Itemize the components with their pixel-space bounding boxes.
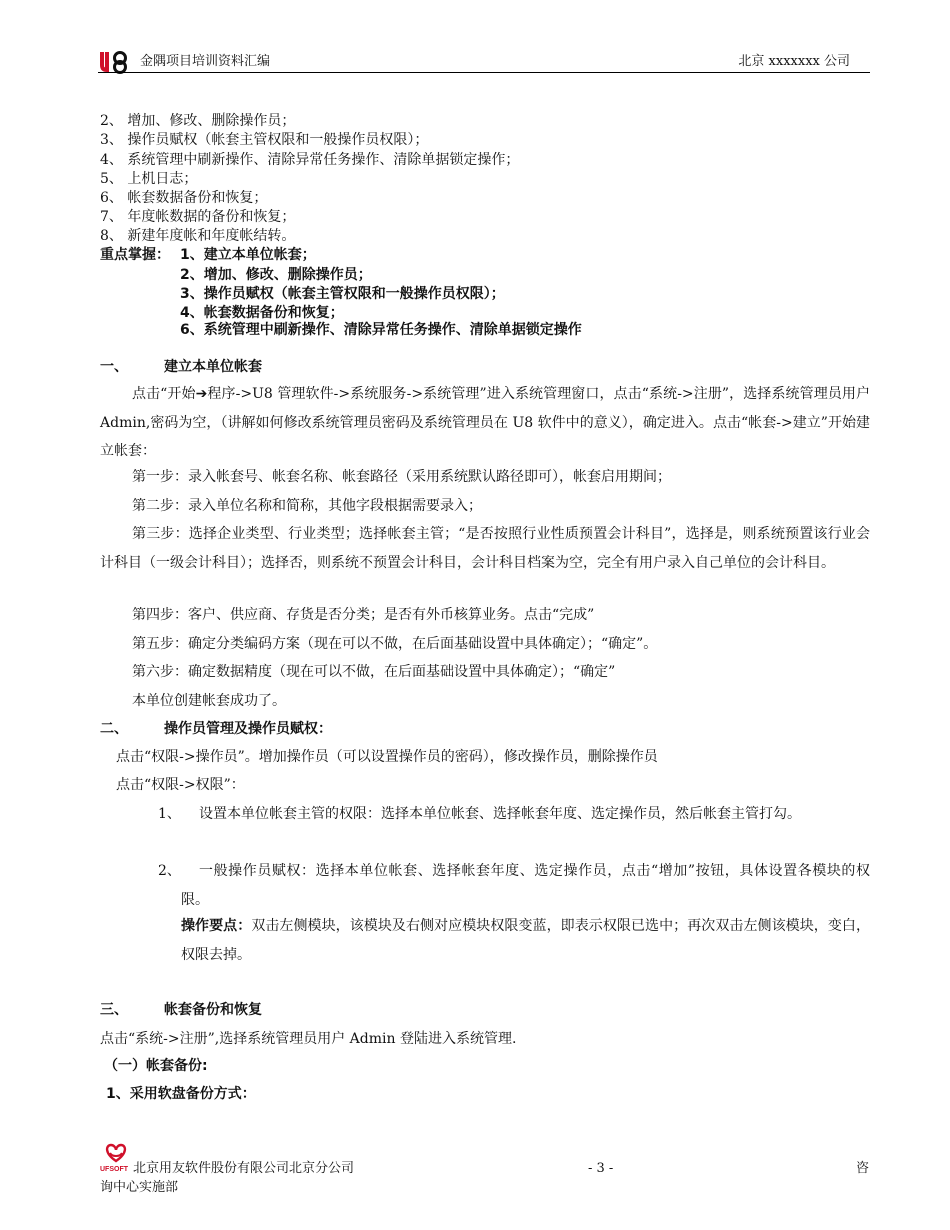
section-number: 二、 xyxy=(100,721,128,737)
body-line: 点击“权限->权限”： xyxy=(116,777,245,793)
item-text: 一般操作员赋权：选择本单位帐套、选择帐套年度、选定操作员，点击“增加”按钮，具体设置各模块的权限。 xyxy=(181,863,870,908)
step-line: 第六步：确定数据精度（现在可以不做，在后面基础设置中具体确定）；“确定” xyxy=(132,664,616,680)
header-title: 金隅项目培训资料汇编 xyxy=(140,54,271,69)
step-paragraph: 第三步：选择企业类型、行业类型；选择帐套主管；“是否按照行业性质预置会计科目”，选择是，则系统预置该行业会计科目（一级会计科目）；选择否，则系统不预置会计科目，会计科目档案为空，完全有用户录入自己单位的会计科目。 xyxy=(100,526,870,571)
list-item: 8、 新建年度帐和年度帐结转。 xyxy=(100,228,296,244)
section-number: 三、 xyxy=(100,1002,128,1018)
list-item: 2、 增加、修改、删除操作员； xyxy=(100,113,296,129)
subsection-title: 1、采用软盘备份方式： xyxy=(106,1086,256,1102)
section-title: 操作员管理及操作员赋权： xyxy=(164,721,332,737)
list-item: 6、 帐套数据备份和恢复； xyxy=(100,190,268,206)
page-number: - 3 - xyxy=(588,1161,614,1176)
list-item: 4、 系统管理中刷新操作、清除异常任务操作、清除单据锁定操作； xyxy=(100,152,520,168)
key-point-item: 6、系统管理中刷新操作、清除异常任务操作、清除单据锁定操作 xyxy=(180,322,582,338)
step-line: 第四步：客户、供应商、存货是否分类；是否有外币核算业务。点击“完成” xyxy=(132,607,595,623)
body-line: 点击“系统->注册”,选择系统管理员用户 Admin 登陆进入系统管理. xyxy=(100,1031,517,1047)
item-body xyxy=(181,800,870,829)
tip-text: 双击左侧模块，该模块及右侧对应模块权限变蓝，即表示权限已选中；再次双击左侧该模块，变白，权限去掉。 xyxy=(181,918,870,963)
section-paragraph: 点击“开始➔程序->U8 管理软件->系统服务->系统管理”进入系统管理窗口，点击“系统->注册”，选择系统管理员用户 Admin,密码为空，（讲解如何修改系统管理员密码及系统管理员在 U8 软件中的意义），确定进入。点击“帐套->建立”开始建立帐套： xyxy=(100,386,870,459)
list-item: 5、 上机日志； xyxy=(100,171,198,187)
u8-logo xyxy=(98,50,132,74)
ufsoft-logo xyxy=(100,1143,132,1173)
key-point-item: 3、操作员赋权（帐套主管权限和一般操作员权限）； xyxy=(180,286,505,302)
step-line: 第一步：录入帐套号、帐套名称、帐套路径（采用系统默认路径即可），帐套启用期间； xyxy=(132,469,671,485)
header-rule xyxy=(98,72,870,73)
tip-paragraph xyxy=(181,912,870,969)
key-point-item: 2、增加、修改、删除操作员； xyxy=(180,267,372,283)
list-item: 3、 操作员赋权（帐套主管权限和一般操作员权限）； xyxy=(100,132,429,148)
section-number: 一、 xyxy=(100,359,128,375)
tip-label: 操作要点： xyxy=(181,918,252,934)
item-body xyxy=(181,857,870,914)
list-item: 7、 年度帐数据的备份和恢复； xyxy=(100,209,296,225)
step-line: 本单位创建帐套成功了。 xyxy=(132,693,286,709)
section-title: 建立本单位帐套 xyxy=(164,359,262,375)
body-line: 点击“权限->操作员”。增加操作员（可以设置操作员的密码），修改操作员，删除操作员 xyxy=(116,749,658,765)
step-line: 第五步：确定分类编码方案（现在可以不做，在后面基础设置中具体确定）；“确定”。 xyxy=(132,636,658,652)
footer-right: 咨 xyxy=(856,1161,870,1176)
footer-company-cont: 询中心实施部 xyxy=(100,1180,179,1195)
section-title: 帐套备份和恢复 xyxy=(164,1002,262,1018)
footer-company: 北京用友软件股份有限公司北京分公司 xyxy=(133,1161,355,1176)
step-line: 第二步：录入单位名称和简称，其他字段根据需要录入； xyxy=(132,498,482,514)
header-company: 北京 xxxxxxx 公司 xyxy=(738,54,850,69)
key-point-item: 1、建立本单位帐套； xyxy=(180,247,316,263)
ufsoft-logo-text: UFSOFT xyxy=(100,1166,128,1173)
key-points-label: 重点掌握： xyxy=(100,247,170,263)
item-number: 1、 xyxy=(158,806,181,822)
item-text: 设置本单位帐套主管的权限：选择本单位帐套、选择帐套年度、选定操作员，然后帐套主管打勾。 xyxy=(199,806,801,822)
key-point-item: 4、帐套数据备份和恢复； xyxy=(180,305,344,321)
item-number: 2、 xyxy=(158,863,181,879)
subsection-title: （一）帐套备份: xyxy=(104,1058,208,1074)
